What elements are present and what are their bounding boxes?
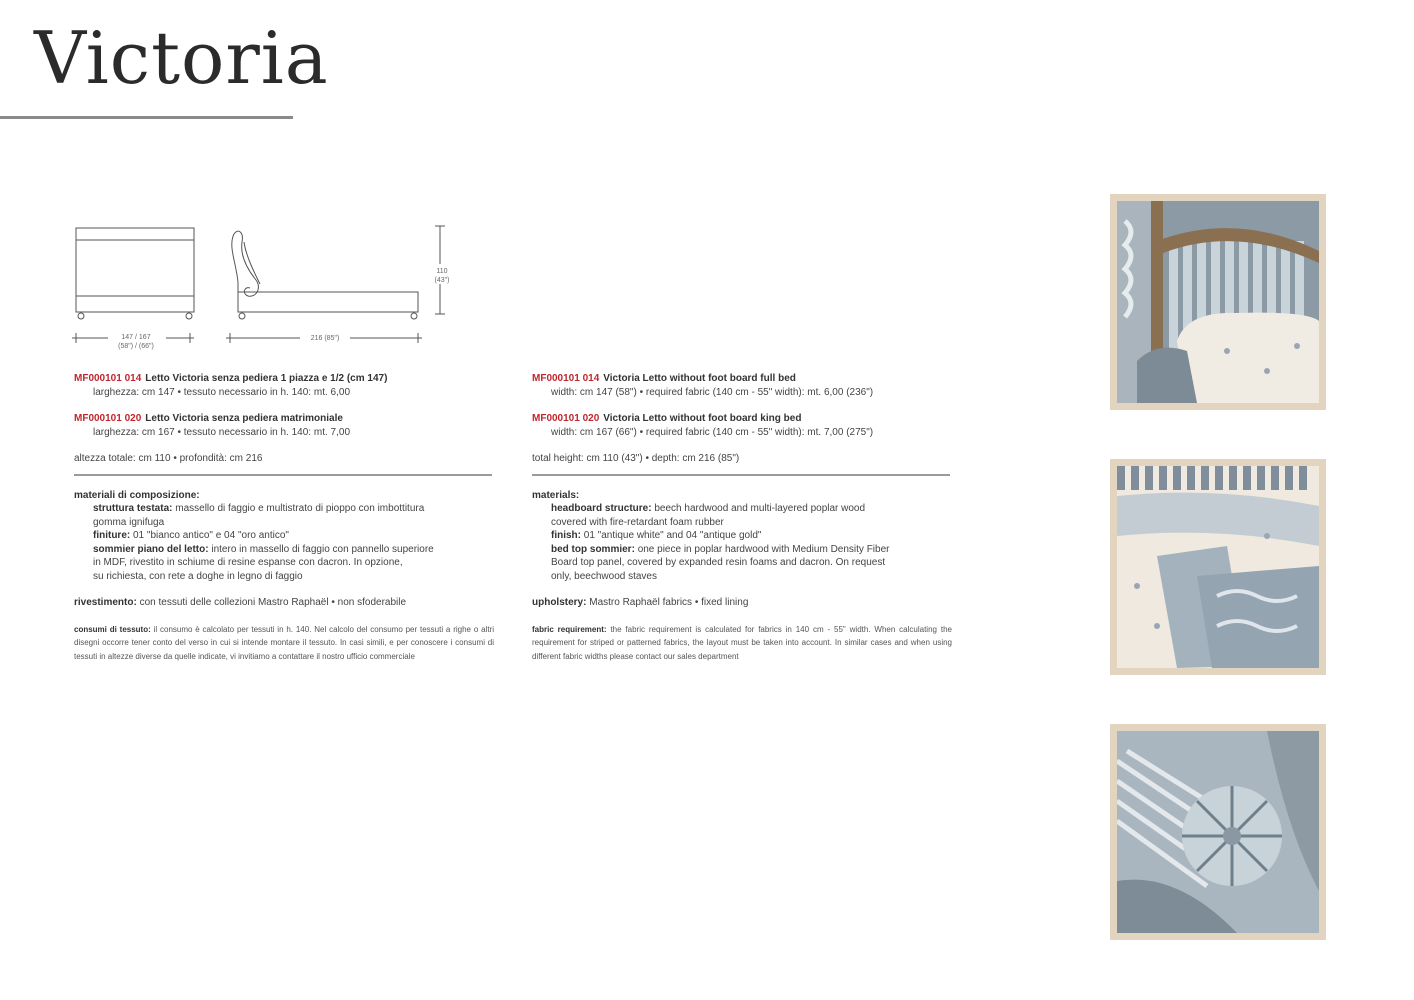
height-value: cm 110 (43") — [586, 453, 643, 464]
material-text: 01 "antique white" and 04 "antique gold" — [583, 530, 762, 541]
depth-value: cm 216 — [229, 453, 263, 464]
depth-label: depth: — [651, 453, 680, 464]
fabric-label: tessuto necessario in h. 140: — [183, 426, 312, 438]
upholstery-line: upholstery: Mastro Raphaël fabrics • fixed lining — [532, 597, 749, 608]
width-value: cm 167 — [141, 426, 175, 438]
product-entry: MF000101 020 Victoria Letto without foot board king bed width: cm 167 (66") • required fabric (140 cm - 55" width): mt. 7,00 (275") — [532, 413, 874, 438]
product-name: Victoria Letto without foot board king bed — [603, 413, 802, 424]
product-photo-cushions — [1110, 459, 1326, 675]
material-text: one piece in poplar hardwood with Medium Density Fiber — [637, 543, 890, 555]
material-continuation: Board top panel, covered by expanded resin foams and dacron. On request — [551, 557, 886, 568]
product-code: MF000101 014 — [532, 373, 600, 384]
material-continuation: su richiesta, con rete a doghe in legno di faggio — [93, 570, 303, 582]
depth-value: cm 216 (85") — [682, 453, 740, 464]
material-continuation: gomma ignifuga — [93, 516, 165, 528]
product-entry: MF000101 020 Letto Victoria senza pediera matrimoniale larghezza: cm 167 • tessuto necessario in h. 140: mt. 7,00 — [74, 413, 351, 438]
material-text: 01 "bianco antico" e 04 "oro antico" — [133, 530, 289, 541]
upholstery-label: rivestimento: — [74, 597, 137, 608]
material-item — [532, 543, 952, 557]
material-label: bed top sommier: — [551, 543, 635, 555]
page-title: Victoria — [34, 16, 329, 100]
material-label: finish: — [551, 530, 581, 541]
front-view-headboard — [76, 228, 194, 312]
material-label: finiture: — [93, 530, 131, 541]
width-value: cm 147 — [141, 386, 175, 398]
material-continuation: covered with fire-retardant foam rubber — [551, 516, 724, 528]
material-label: sommier piano del letto: — [93, 543, 209, 555]
width-label: larghezza: — [93, 426, 140, 438]
consumption-label: fabric requirement: — [532, 624, 607, 634]
height-label: altezza totale: — [74, 453, 136, 464]
upholstery-text-2: fixed lining — [701, 597, 749, 608]
width-label: width: — [551, 426, 578, 438]
upholstery-text: con tessuti delle collezioni Mastro Raphaël — [139, 597, 329, 608]
side-depth-label: 216 (85") — [310, 335, 340, 342]
fabric-label: required fabric (140 cm - 55" width): — [645, 386, 805, 398]
product-entry: MF000101 014 Letto Victoria senza pediera 1 piazza e 1/2 (cm 147) larghezza: cm 147 • tessuto necessario in h. 140: mt. 6,00 — [74, 373, 388, 398]
side-height-label-in: (43") — [434, 277, 450, 284]
product-name: Victoria Letto without foot board full bed — [603, 373, 796, 384]
product-photo-headboard — [1110, 194, 1326, 410]
italian-column — [74, 372, 494, 663]
product-name: Letto Victoria senza pediera 1 piazza e 1/2 (cm 147) — [145, 373, 388, 384]
front-width-label: 147 / 167 — [121, 334, 151, 341]
fabric-requirement-note — [532, 623, 952, 664]
consumption-text: the fabric requirement is calculated for fabrics in 140 cm - 55" width. When calculating the requirement for striped or patterned fabrics, the layout must be taken into account. In similar cases and when using different fabric widths please contact our sales department — [532, 624, 952, 661]
product-code: MF000101 020 — [532, 413, 600, 424]
front-width-label-in: (58") / (66") — [118, 343, 154, 350]
product-name: Letto Victoria senza pediera matrimoniale — [145, 413, 343, 424]
product-code: MF000101 020 — [74, 413, 142, 424]
material-label: headboard structure: — [551, 503, 652, 514]
material-text: intero in massello di faggio con pannello superiore — [211, 543, 434, 555]
width-label: larghezza: — [93, 386, 140, 398]
section-divider — [532, 474, 950, 476]
dimensions-line: altezza totale: cm 110 • profondità: cm 216 — [74, 453, 263, 464]
material-item — [532, 502, 952, 516]
material-item — [74, 502, 494, 516]
product-photo-bolster — [1110, 724, 1326, 940]
bed-technical-drawing — [66, 222, 466, 354]
material-item — [74, 543, 494, 557]
depth-label: profondità: — [179, 453, 227, 464]
product-code: MF000101 014 — [74, 373, 142, 384]
upholstery-label: upholstery: — [532, 597, 587, 608]
dimensions-line: total height: cm 110 (43") • depth: cm 216 (85") — [532, 453, 740, 464]
height-value: cm 110 — [138, 453, 171, 464]
material-continuation: in MDF, rivestito in schiume di resine espanse con dacron. In opzione, — [93, 557, 403, 568]
upholstery-text-2: non sfoderabile — [337, 597, 407, 608]
fabric-consumption-note — [74, 623, 494, 664]
title-underline — [0, 116, 293, 119]
materials-title: materials: — [532, 489, 580, 501]
section-divider — [74, 474, 492, 476]
material-continuation: only, beechwood staves — [551, 570, 657, 582]
consumption-label: consumi di tessuto: — [74, 624, 151, 634]
width-value: cm 167 (66") — [579, 426, 637, 438]
fabric-value: mt. 6,00 — [313, 386, 351, 398]
fabric-value: mt. 7,00 — [313, 426, 351, 438]
material-label: struttura testata: — [93, 503, 173, 514]
materials-title: materiali di composizione: — [74, 489, 200, 501]
fabric-value: mt. 7,00 (275") — [807, 426, 874, 438]
side-height-label: 110 — [436, 268, 448, 275]
side-view-frame — [238, 292, 418, 312]
fabric-value: mt. 6,00 (236") — [807, 386, 874, 398]
material-item — [532, 529, 952, 543]
english-column — [532, 372, 952, 663]
height-label: total height: — [532, 453, 584, 464]
material-text: beech hardwood and multi-layered poplar wood — [654, 503, 866, 514]
fabric-label: required fabric (140 cm - 55" width): — [645, 426, 805, 438]
width-value: cm 147 (58") — [579, 386, 637, 398]
fabric-label: tessuto necessario in h. 140: — [183, 386, 312, 398]
product-entry: MF000101 014 Victoria Letto without foot board full bed width: cm 147 (58") • required fabric (140 cm - 55" width): mt. 6,00 (236") — [532, 373, 874, 398]
consumption-text: il consumo è calcolato per tessuti in h. 140. Nel calcolo del consumo per tessuti a righe o altri disegni occorre tener conto del verso in cui si intende montare il tessuto. In casi simili, e per conoscere i consumi di tessuti in altezze diverse da quelle indicate, vi invitiamo a contattare il nostro ufficio commerciale — [74, 624, 494, 661]
upholstery-text: Mastro Raphaël fabrics — [589, 597, 693, 608]
material-text: massello di faggio e multistrato di pioppo con imbottitura — [175, 503, 425, 514]
upholstery-line: rivestimento: con tessuti delle collezioni Mastro Raphaël • non sfoderabile — [74, 597, 407, 608]
width-label: width: — [551, 386, 578, 398]
material-item — [74, 529, 494, 543]
